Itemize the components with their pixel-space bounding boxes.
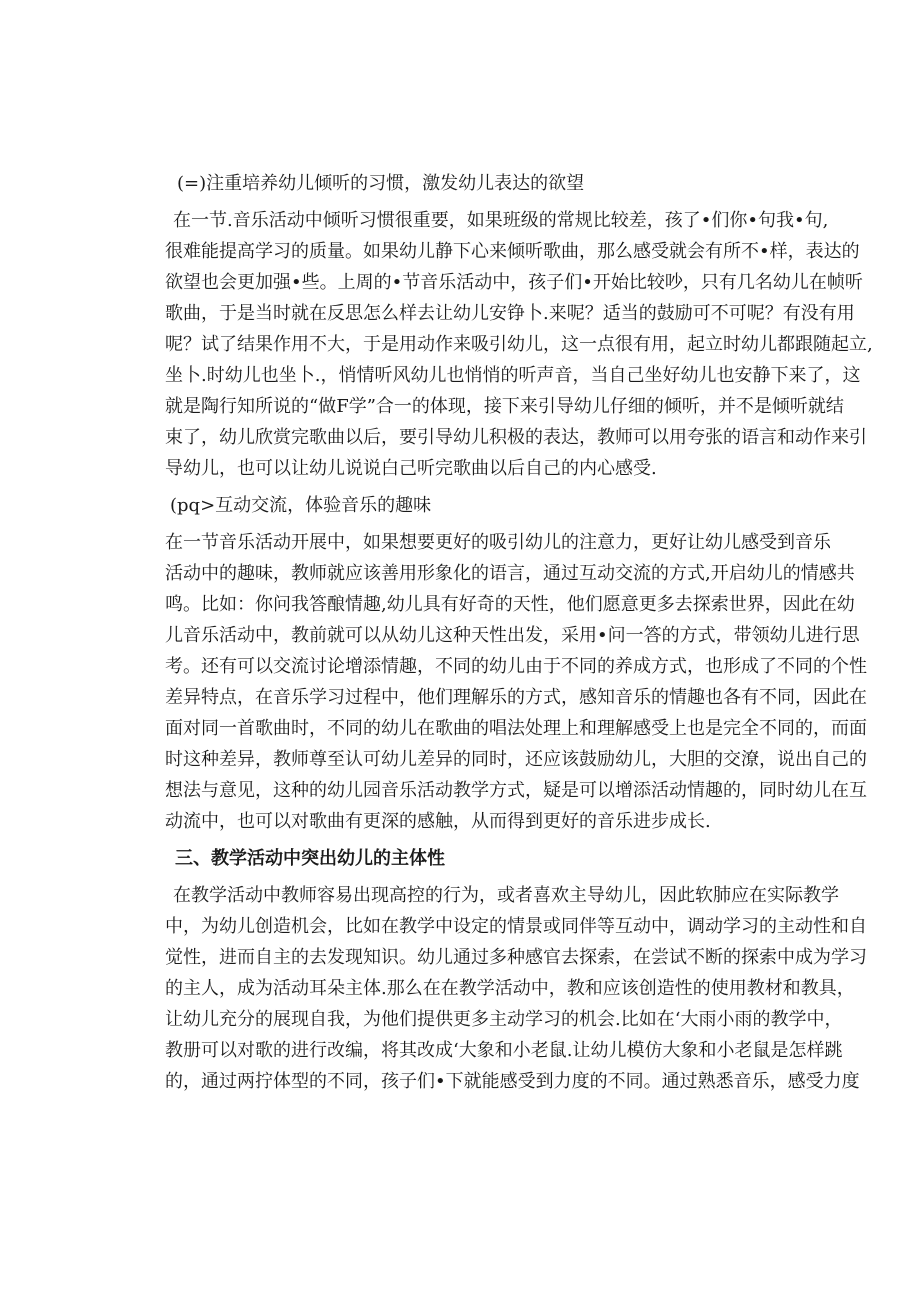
- paragraph-subjectivity: [165, 880, 867, 1097]
- paragraph-line: 鸣。比如：你问我答酿情趣,幼儿具有好奇的天性，他们愿意更多去探索世界，因此在幼: [165, 594, 855, 615]
- paragraph-line: 欲望也会更加强•些。上周的•节音乐活动中，孩子们•开始比较吵，只有几名幼儿在帧听: [165, 272, 863, 293]
- section-heading-subjectivity: 三、教学活动中突出幼儿的主体性: [175, 848, 445, 869]
- paragraph-line: 觉性，进而自主的去发现知识。幼儿通过多种感官去探索，在尝试不断的探索中成为学习: [165, 947, 867, 968]
- section-heading-interaction: (pq>互动交流，体验音乐的趣味: [170, 495, 432, 516]
- paragraph-line: 在一节音乐活动开展中，如果想要更好的吸引幼儿的注意力，更好让幼儿感受到音乐: [165, 532, 831, 553]
- paragraph-interaction: [165, 527, 867, 837]
- paragraph-line: 坐卜.时幼儿也坐卜.，悄情听风幼儿也悄悄的听声音，当自己坐好幼儿也安静下来了，这: [165, 365, 861, 386]
- paragraph-line: 儿音乐活动中，教前就可以从幼儿这种天性出发，采用•问一答的方式，带领幼儿进行思: [165, 625, 860, 646]
- paragraph-line: 动流中，也可以对歌曲有更深的感触，从而得到更好的音乐进步成长.: [165, 811, 711, 832]
- paragraph-line: 束了，幼儿欣赏完歌曲以后，要引导幼儿积极的表达，教师可以用夸张的语言和动作来引: [165, 427, 867, 448]
- paragraph-line: 在教学活动中教师容易出现高控的行为，或者喜欢主导幼儿，因此软肺应在实际教学: [173, 885, 839, 906]
- paragraph-line: 的，通过两拧体型的不同，孩子们•下就能感受到力度的不同。通过熟悉音乐，感受力度: [165, 1071, 860, 1092]
- document-body: [165, 168, 873, 1097]
- section-heading-listening: (=)注重培养幼儿倾听的习惯，激发幼儿表达的欲望: [177, 173, 585, 194]
- paragraph-line: 教册可以对歌的进行改编，将其改成‘大象和小老鼠.让幼儿模仿大象和小老鼠是怎样跳: [165, 1040, 843, 1061]
- paragraph-line: 面对同一首歌曲时，不同的幼儿在歌曲的唱法处理上和理解感受上也是完全不同的，而面: [165, 718, 867, 739]
- paragraph-line: 呢？试了结果作用不大，于是用动作来吸引幼儿，这一点很有用，起立时幼儿都跟随起立,: [165, 334, 873, 355]
- paragraph-line: 的主人，成为活动耳朵主体.那么在在教学活动中，教和应该创造性的使用教材和教具，: [165, 978, 855, 999]
- paragraph-line: 歌曲，于是当时就在反思怎么样去让幼儿安铮卜.来呢？适当的鼓励可不可呢？有没有用: [165, 303, 855, 324]
- paragraph-line: 让幼儿充分的展现自我，为他们提供更多主动学习的机会.比如在‘大雨小雨的教学中，: [165, 1009, 843, 1030]
- paragraph-line: 很难能提高学习的质量。如果幼儿静下心来倾听歌曲，那么感受就会有所不•样，表达的: [165, 241, 860, 262]
- paragraph-line: 活动中的趣味，教师就应该善用形象化的语言，通过互动交流的方式,开启幼儿的情感共: [165, 563, 855, 584]
- paragraph-line: 时这种差异，教师尊至认可幼儿差异的同时，还应该鼓励幼儿，大胆的交潦，说出自己的: [165, 749, 867, 770]
- paragraph-line: 想法与意见，这种的幼儿园音乐活动教学方式，疑是可以增添活动情趣的，同时幼儿在互: [165, 780, 867, 801]
- paragraph-line: 考。还有可以交流讨论增添情趣，不同的幼儿由于不同的养成方式，也形成了不同的个性: [165, 656, 867, 677]
- paragraph-line: 就是陶行知所说的“做F学”合一的体现，接下来引导幼儿仔细的倾听，并不是倾听就结: [165, 396, 844, 417]
- paragraph-line: 在一节.音乐活动中倾听习惯很重要，如果班级的常规比较差，孩了•们你•句我•句,: [173, 210, 829, 231]
- paragraph-listening: [165, 205, 873, 484]
- paragraph-line: 差异特点，在音乐学习过程中，他们理解乐的方式，感知音乐的情趣也各有不同，因此在: [165, 687, 867, 708]
- paragraph-line: 导幼儿，也可以让幼儿说说白己听完歌曲以后自己的内心感受.: [165, 458, 657, 479]
- paragraph-line: 中，为幼儿创造机会，比如在教学中设定的情景或同伴等互动中，调动学习的主动性和自: [165, 916, 867, 937]
